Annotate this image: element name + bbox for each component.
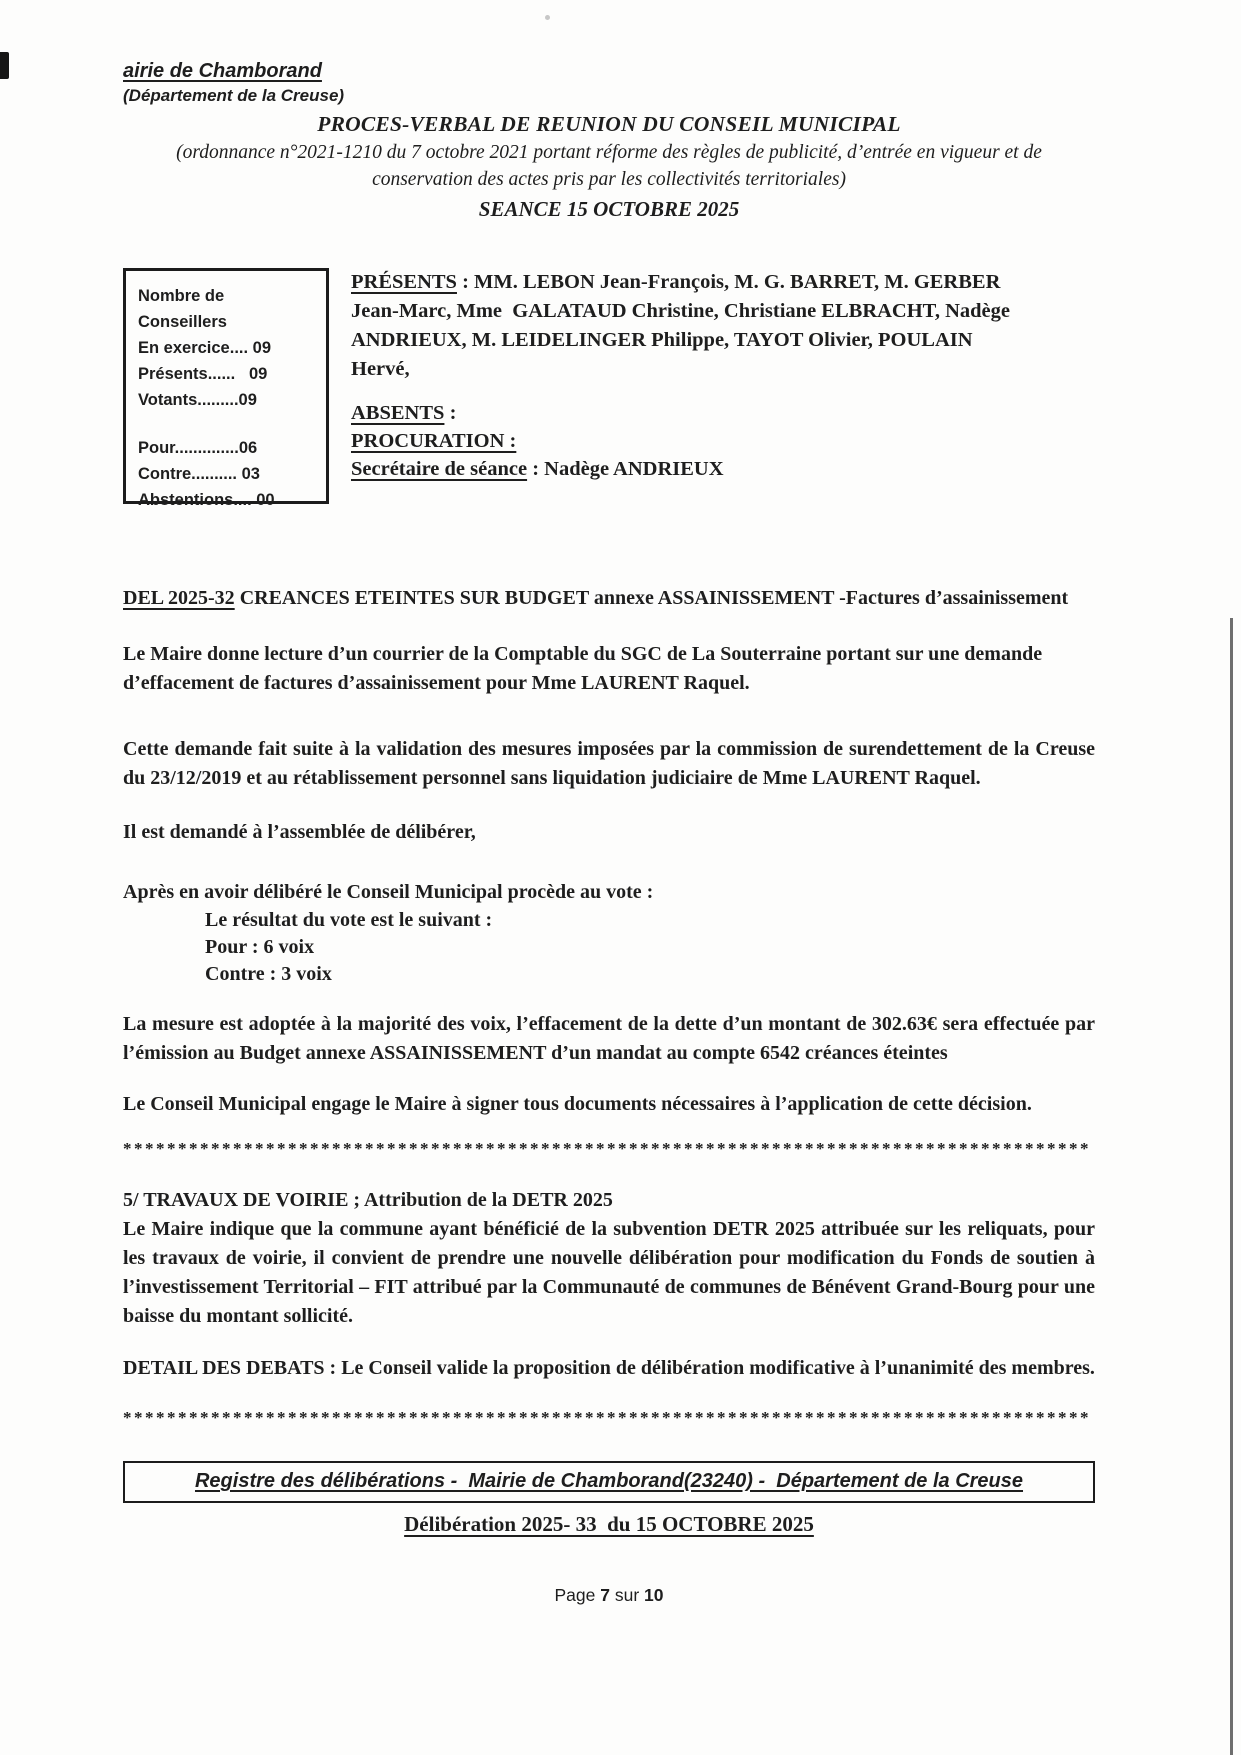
deliberation-33-line [123, 1511, 1095, 1538]
vote-result-intro: Le résultat du vote est le suivant : [205, 909, 493, 931]
paragraph-procede-au-vote: Après en avoir délibéré le Conseil Municipal procède au vote : [123, 881, 654, 903]
deliberation-32-ref: DEL 2025-32 [123, 587, 235, 609]
section5-paragraph: Le Maire indique que la commune ayant bénéficié de la subvention DETR 2025 attribuée sur les reliquats, pour les travaux de voirie, il convient de prendre une nouvelle délibération pour modification du Fonds de soutien à l’investissement Territorial – FIT attribué par la Communauté de communes de Bénévent Grand-Bourg pour une baisse du montant sollicité. [123, 1218, 1095, 1327]
detail-debats-label: DETAIL DES DEBATS : [123, 1357, 337, 1379]
ordonnance-reference: (ordonnance n°2021-1210 du 7 octobre 2021 portant réforme des règles de publicité, d’entrée en vigueur et de conservation des actes pris par les collectivités territoriales) [176, 142, 1042, 190]
deliberation-32-heading-text: CREANCES ETEINTES SUR BUDGET annexe ASSAINISSEMENT -Factures d’assainissement [234, 587, 1069, 609]
document-title: PROCES-VERBAL DE REUNION DU CONSEIL MUNICIPAL [317, 112, 901, 136]
procuration-label: PROCURATION : [351, 430, 517, 452]
asterisk-divider-2: **************************************************************************************** [123, 1408, 1091, 1427]
section5-heading: 5/ TRAVAUX DE VOIRIE ; Attribution de la DETR 2025 [123, 1189, 613, 1211]
paragraph-demande-deliberer: Il est demandé à l’assemblée de délibérer, [123, 821, 476, 843]
presents-label: PRÉSENTS [351, 271, 457, 293]
attendance-details [351, 268, 1011, 504]
vote-result-pour: Pour : 6 voix [205, 936, 315, 958]
page-sur-word: sur [609, 1585, 645, 1605]
absence-lines [351, 399, 1011, 483]
counselors-votants: Votants.........09 [138, 391, 257, 409]
counselors-en-exercice: En exercice.... 09 [138, 339, 272, 357]
mairie-title: airie de Chamborand [123, 60, 322, 82]
counselors-presents: Présents...... 09 [138, 365, 268, 383]
paragraph-courrier-comptable: Le Maire donne lecture d’un courrier de la Comptable du SGC de La Souterraine portant sur une demande d’effacement de factures d’assainissement pour Mme LAURENT Raquel. [123, 643, 1043, 694]
absents-suffix: : [444, 402, 457, 424]
presents-names: : MM. LEBON Jean-François, M. G. BARRET, M. GERBER Jean-Marc, Mme GALATAUD Christine, Christiane ELBRACHT, Nadège ANDRIEUX, M. LEIDELINGER Philippe, TAYOT Olivier, POULAIN Hervé, [351, 271, 1010, 380]
counselors-box-title: Nombre de Conseillers [138, 287, 227, 331]
deliberation-32-heading [123, 584, 1095, 613]
attendance-section [123, 268, 1095, 509]
scan-artifact-left-mark [0, 52, 9, 79]
vote-pour-count: Pour..............06 [138, 439, 258, 457]
secretaire-name: : Nadège ANDRIEUX [527, 458, 724, 480]
scan-artifact-right-edge-line [1230, 618, 1233, 1755]
detail-debats-paragraph [123, 1354, 1095, 1383]
paragraph-engage-maire: Le Conseil Municipal engage le Maire à signer tous documents nécessaires à l’application de cette décision. [123, 1093, 1032, 1115]
secretaire-label: Secrétaire de séance [351, 458, 528, 480]
presents-paragraph [351, 268, 1011, 384]
absents-line [351, 399, 1011, 427]
seance-date-title: SEANCE 15 OCTOBRE 2025 [478, 197, 740, 221]
page-number [123, 1583, 1095, 1607]
counselors-box-spacer [138, 413, 314, 435]
vote-results-block [205, 907, 1095, 988]
paragraph-surendettement: Cette demande fait suite à la validation des mesures imposées par la commission de surendettement de la Creuse du 23/12/2019 et au rétablissement personnel sans liquidation judiciaire de Mme LAURENT Raquel. [123, 738, 1095, 789]
vote-contre-count: Contre.......... 03 [138, 465, 260, 483]
procuration-line [351, 427, 1011, 455]
deliberation-33-text: Délibération 2025- 33 du 15 OCTOBRE 2025 [404, 1512, 814, 1536]
vote-result-contre: Contre : 3 voix [205, 963, 332, 985]
document-content [123, 0, 1095, 1607]
asterisk-divider-1: **************************************************************************************** [123, 1139, 1091, 1158]
vote-abstentions-count: Abstentions.... 00 [138, 491, 275, 509]
page-word: Page [554, 1585, 601, 1605]
counselors-count-box [123, 268, 329, 509]
registre-footer-text: Registre des délibérations - Mairie de Chamborand(23240) - Département de la Creuse [194, 1470, 1024, 1492]
absents-label: ABSENTS [351, 402, 445, 424]
secretaire-line [351, 455, 1011, 483]
paragraph-mesure-adoptee: La mesure est adoptée à la majorité des voix, l’effacement de la dette d’un montant de 302.63€ sera effectuée par l’émission au Budget annexe ASSAINISSEMENT d’un mandat au compte 6542 créances éteintes [123, 1013, 1095, 1064]
page-total: 10 [644, 1585, 664, 1605]
page-current: 7 [600, 1585, 610, 1605]
departement-subtitle: (Département de la Creuse) [123, 86, 345, 105]
detail-debats-text: Le Conseil valide la proposition de délibération modificative à l’unanimité des membres. [336, 1357, 1095, 1379]
registre-footer-box [123, 1461, 1095, 1503]
